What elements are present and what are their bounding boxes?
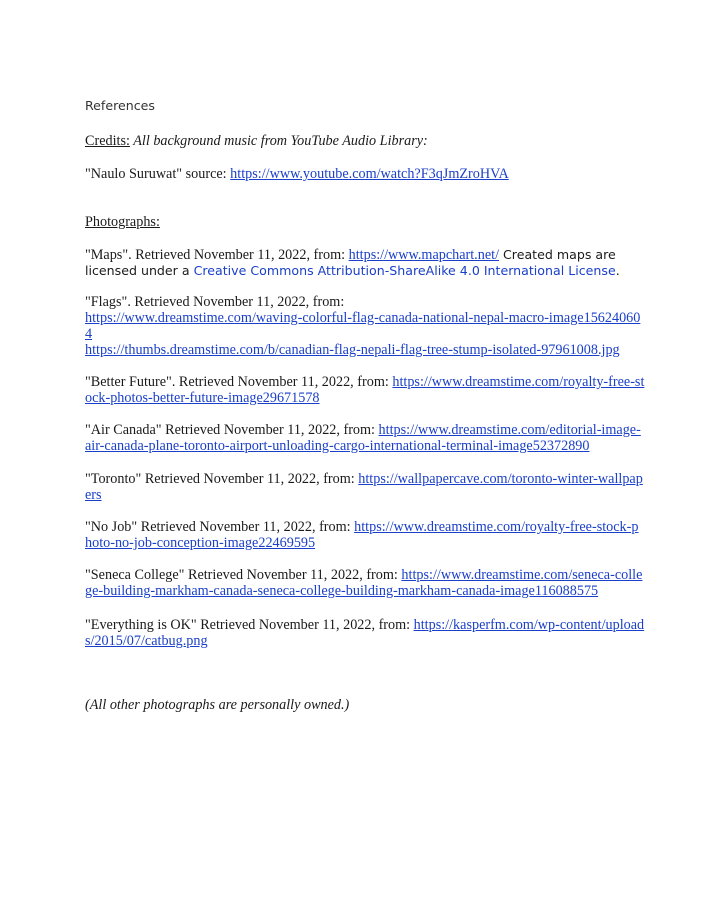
no-job-link[interactable]: https://www.dreamstime.com/royalty-free-stock-photo-no-job-conception-image22469595 bbox=[85, 519, 639, 551]
everything-ok-link[interactable]: https://kasperfm.com/wp-content/uploads/2015/07/catbug.png bbox=[85, 617, 645, 649]
everything-ok-reference bbox=[85, 617, 645, 649]
seneca-prefix: "Seneca College" Retrieved November 11, 2022, from: bbox=[85, 567, 402, 583]
photographs-label bbox=[85, 214, 645, 230]
air-canada-link[interactable]: https://www.dreamstime.com/editorial-image-air-canada-plane-toronto-airport-unloading-cargo-international-terminal-image52372890 bbox=[85, 422, 641, 454]
photographs-label-text: Photographs: bbox=[85, 214, 160, 230]
music-prefix: "Naulo Suruwat" source: bbox=[85, 166, 231, 182]
maps-note-a: Created maps are licensed under a bbox=[85, 247, 616, 278]
no-job-prefix: "No Job" Retrieved November 11, 2022, from: bbox=[85, 519, 355, 535]
no-job-reference bbox=[85, 519, 645, 551]
maps-link[interactable]: https://www.mapchart.net/ bbox=[348, 247, 500, 263]
maps-note-b: . bbox=[615, 263, 620, 278]
flags-link-1[interactable]: https://www.dreamstime.com/waving-colorful-flag-canada-national-nepal-macro-image156240604 bbox=[85, 310, 641, 342]
credits-label: Credits: bbox=[85, 133, 130, 149]
air-canada-prefix: "Air Canada" Retrieved November 11, 2022, from: bbox=[85, 422, 379, 438]
credits-line bbox=[85, 133, 645, 149]
references-heading: References bbox=[85, 98, 155, 113]
flags-reference bbox=[85, 294, 645, 358]
better-future-link[interactable]: https://www.dreamstime.com/royalty-free-stock-photos-better-future-image29671578 bbox=[85, 374, 645, 406]
flags-link-2[interactable]: https://thumbs.dreamstime.com/b/canadian-flag-nepali-flag-tree-stump-isolated-97961008.jpg bbox=[85, 342, 620, 358]
music-reference bbox=[85, 166, 645, 182]
toronto-link[interactable]: https://wallpapercave.com/toronto-winter-wallpapers bbox=[85, 471, 643, 503]
license-link[interactable]: Creative Commons Attribution-ShareAlike 4.0 International License bbox=[193, 263, 616, 278]
credits-text: All background music from YouTube Audio Library: bbox=[129, 133, 428, 149]
better-future-prefix: "Better Future". Retrieved November 11, 2022, from: bbox=[85, 374, 393, 390]
flags-prefix: "Flags". Retrieved November 11, 2022, from: bbox=[85, 294, 345, 310]
maps-reference bbox=[85, 247, 645, 279]
better-future-reference bbox=[85, 374, 645, 406]
maps-prefix: "Maps". Retrieved November 11, 2022, from: bbox=[85, 247, 349, 263]
seneca-reference bbox=[85, 567, 645, 599]
everything-ok-prefix: "Everything is OK" Retrieved November 11, 2022, from: bbox=[85, 617, 414, 633]
music-link[interactable]: https://www.youtube.com/watch?F3qJmZroHVA bbox=[230, 166, 509, 182]
air-canada-reference bbox=[85, 422, 645, 454]
footer-note: (All other photographs are personally owned.) bbox=[85, 697, 350, 713]
toronto-reference bbox=[85, 471, 645, 503]
toronto-prefix: "Toronto" Retrieved November 11, 2022, from: bbox=[85, 471, 359, 487]
seneca-link[interactable]: https://www.dreamstime.com/seneca-college-building-markham-canada-seneca-college-building-markham-canada-image116088575 bbox=[85, 567, 643, 599]
